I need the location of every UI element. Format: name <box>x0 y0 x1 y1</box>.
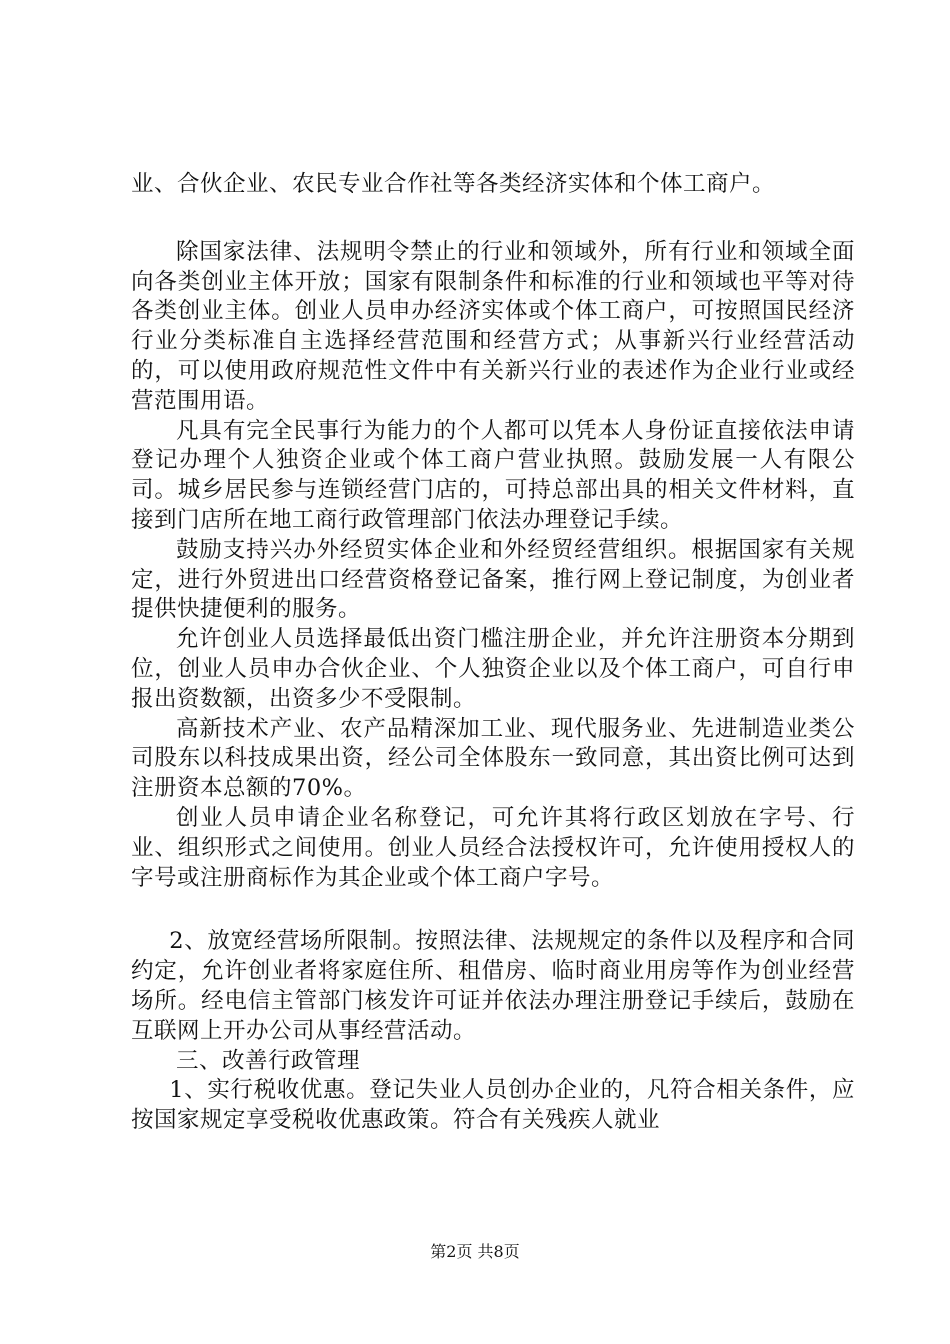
paragraph-tax-incentives: 1、实行税收优惠。登记失业人员创办企业的，凡符合相关条件，应按国家规定享受税收优惠政策。符合有关残疾人就业 <box>131 1077 855 1134</box>
paragraph-business-premises: 2、放宽经营场所限制。按照法律、法规规定的条件以及程序和合同约定，允许创业者将家庭住所、租借房、临时商业用房等作为创业经营场所。经电信主管部门核发许可证并依法办理注册登记手续后，鼓励在互联网上开办公司从事经营活动。 <box>131 928 855 1044</box>
paragraph-continuation: 业、合伙企业、农民专业合作社等各类经济实体和个体工商户。 <box>131 171 776 197</box>
paragraph-tech-contribution: 高新技术产业、农产品精深加工业、现代服务业、先进制造业类公司股东以科技成果出资，经公司全体股东一致同意，其出资比例可达到注册资本总额的70%。 <box>131 715 855 802</box>
paragraph-individual-registration: 凡具有完全民事行为能力的个人都可以凭本人身份证直接依法申请登记办理个人独资企业或个体工商户营业执照。鼓励发展一人有限公司。城乡居民参与连锁经营门店的，可持总部出具的相关文件材料，直接到门店所在地工商行政管理部门依法办理登记手续。 <box>131 417 855 533</box>
page-number-footer: 第2页 共8页 <box>430 1242 520 1261</box>
section-heading-administration: 三、改善行政管理 <box>176 1047 361 1074</box>
paragraph-registered-capital: 允许创业人员选择最低出资门槛注册企业，并允许注册资本分期到位，创业人员申办合伙企业、个人独资企业以及个体工商户，可自行申报出资数额，出资多少不受限制。 <box>131 626 855 712</box>
paragraph-foreign-trade: 鼓励支持兴办外经贸实体企业和外经贸经营组织。根据国家有关规定，进行外贸进出口经营资格登记备案，推行网上登记制度，为创业者提供快捷便利的服务。 <box>131 536 855 623</box>
document-body <box>131 170 855 1136</box>
paragraph-enterprise-name: 创业人员申请企业名称登记，可允许其将行政区划放在字号、行业、组织形式之间使用。创业人员经合法授权许可，允许使用授权人的字号或注册商标作为其企业或个体工商户字号。 <box>131 804 855 891</box>
paragraph-industry-access: 除国家法律、法规明令禁止的行业和领域外，所有行业和领域全面向各类创业主体开放；国家有限制条件和标准的行业和领域也平等对待各类创业主体。创业人员申办经济实体或个体工商户，可按照国民经济行业分类标准自主选择经营范围和经营方式；从事新兴行业经营活动的，可以使用政府规范性文件中有关新兴行业的表述作为企业行业或经营范围用语。 <box>131 238 855 414</box>
